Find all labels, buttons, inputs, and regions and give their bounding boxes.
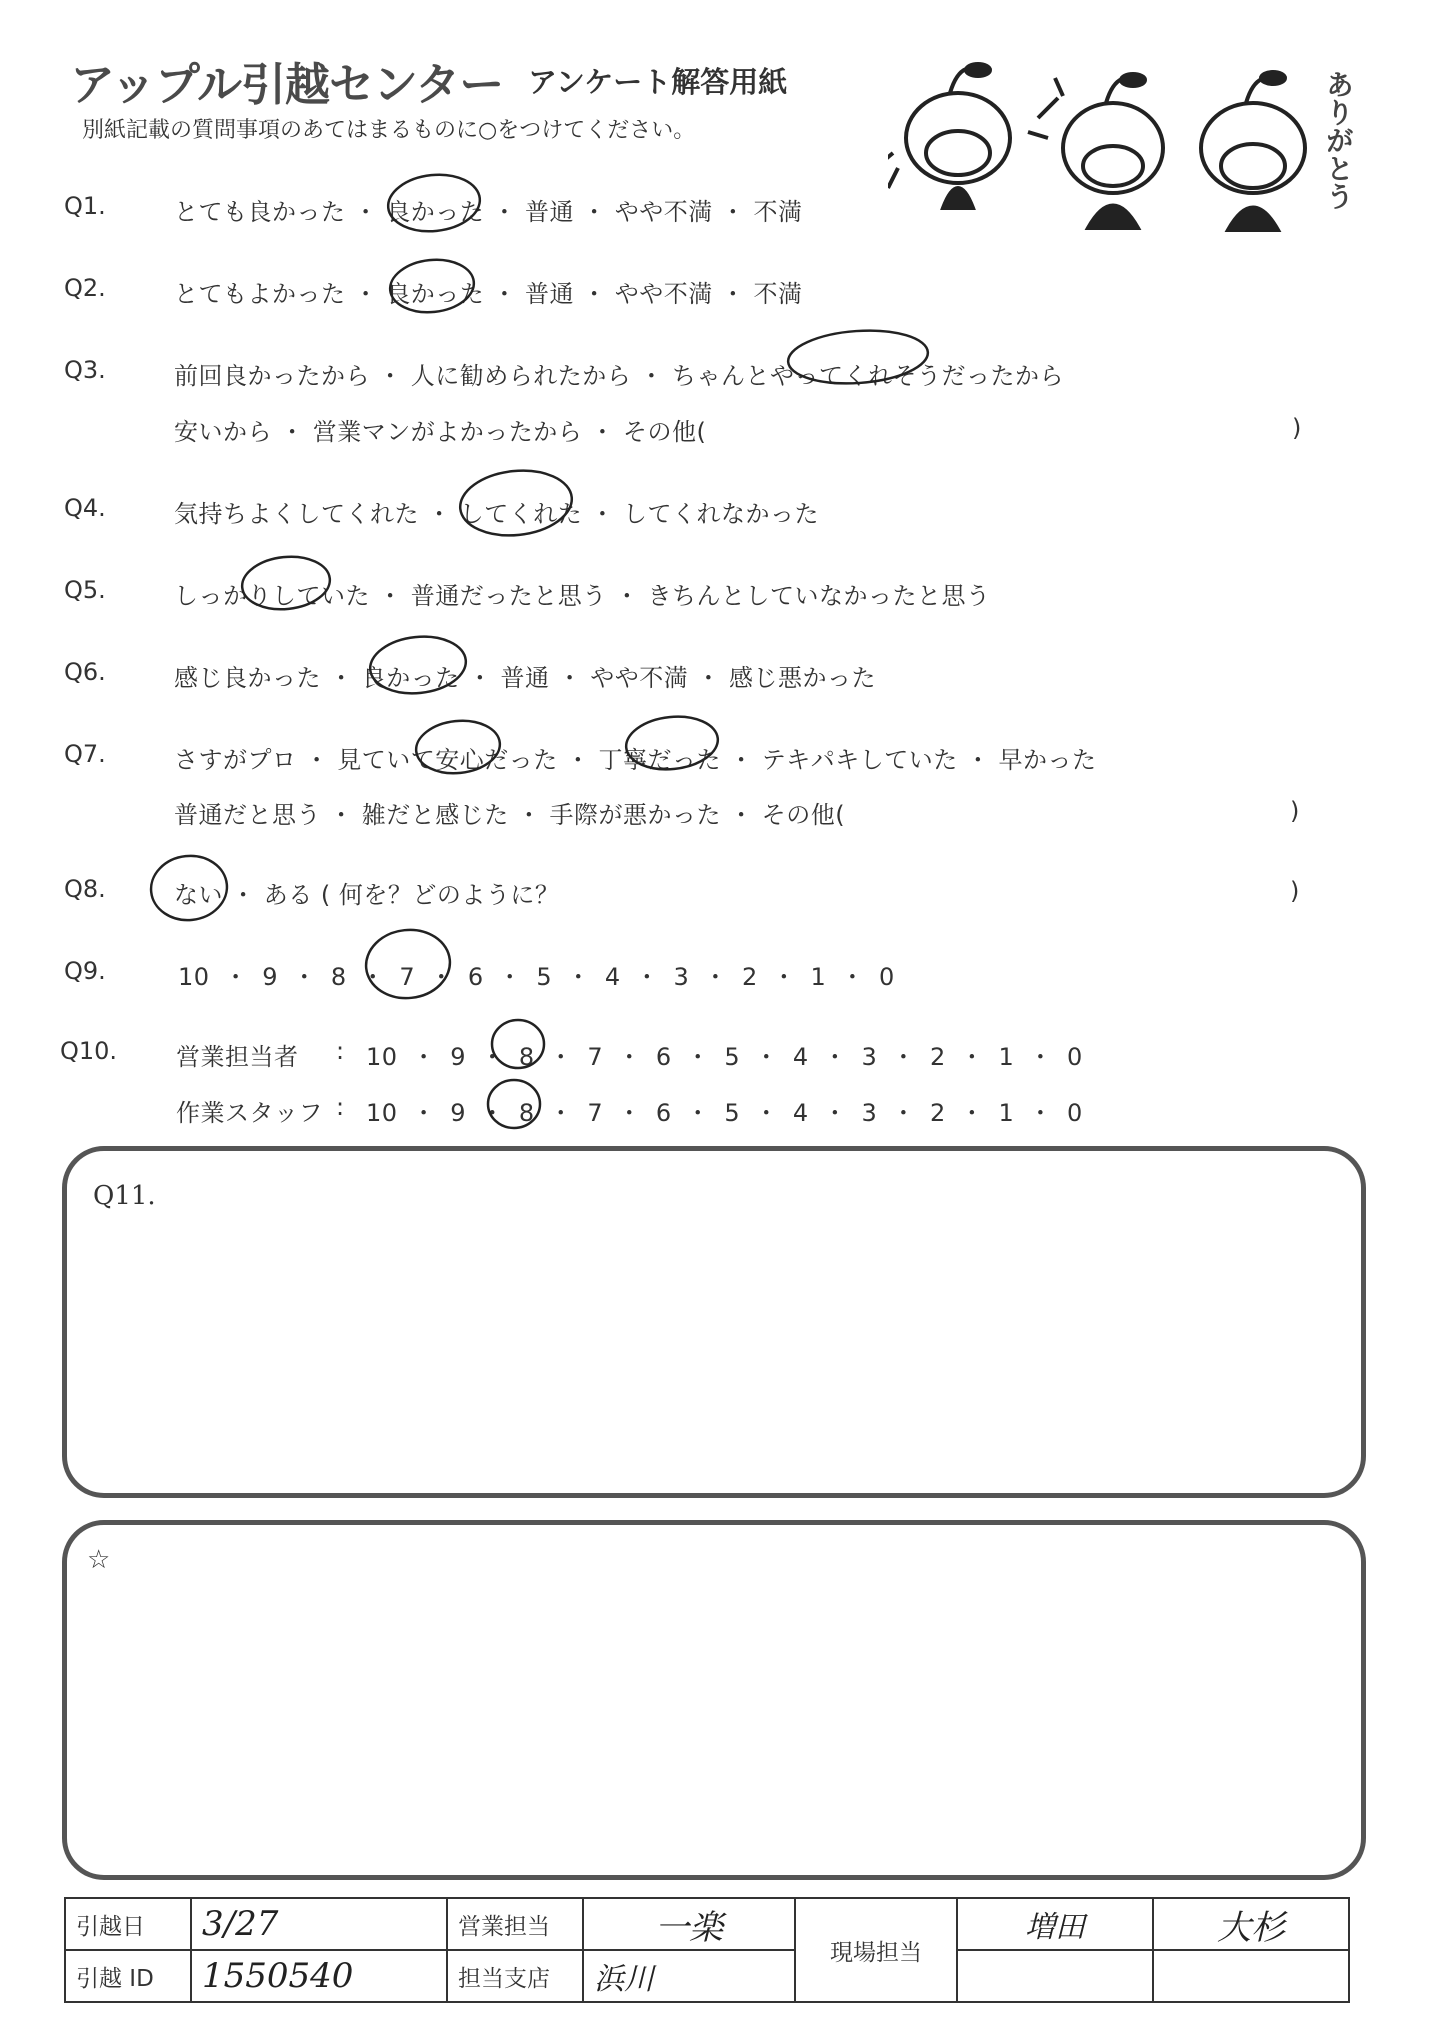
site-label: 現場担当: [795, 1898, 957, 2002]
q8-options: ない ・ ある ( 何を？どのように？: [174, 881, 560, 909]
mascot-illustration: [888, 58, 1358, 238]
q9-scale: 10 ・ 9 ・ 8 ・ 7 ・ 6 ・ 5 ・ 4 ・ 3 ・ 2 ・ 1 ・ 0: [178, 963, 895, 991]
site-staff-empty-1: [957, 1950, 1153, 2002]
company-title: アップル引越センター: [70, 58, 504, 111]
q11-label: Q11.: [93, 1181, 156, 1211]
site-staff-empty-2: [1153, 1950, 1349, 2002]
mascot-caption: ありがとう: [1322, 70, 1355, 210]
star-comment-box[interactable]: [62, 1520, 1366, 1880]
form-title: アンケート解答用紙: [528, 65, 788, 99]
footer-info-table: [64, 1897, 1350, 2003]
q10-staff-label: 作業スタッフ: [176, 1099, 323, 1127]
branch-value: 浜川: [583, 1950, 795, 2002]
sales-value: 一楽: [583, 1898, 795, 1950]
q7-close-paren: ): [1290, 797, 1300, 825]
q5-number: Q5.: [64, 576, 106, 604]
instruction-text: 別紙記載の質問事項のあてはまるものに○をつけてください。: [82, 118, 696, 143]
mascot-middle: [1028, 74, 1163, 228]
mascot-right: [1201, 72, 1305, 230]
sales-label: 営業担当: [447, 1898, 583, 1950]
move-id-label: 引越 ID: [65, 1950, 191, 2002]
move-id-value: 1550540: [191, 1950, 447, 2002]
q10-staff-sep: :: [336, 1093, 345, 1121]
q6-options: 感じ良かった ・ 良かった ・ 普通 ・ やや不満 ・ 感じ悪かった: [174, 664, 877, 692]
q10-sales-label: 営業担当者: [176, 1043, 299, 1071]
branch-label: 担当支店: [447, 1950, 583, 2002]
q2-number: Q2.: [64, 274, 106, 302]
q3-options-line1: 前回良かったから ・ 人に勧められたから ・ ちゃんとやってくれそうだったから: [174, 362, 1065, 390]
q7-number: Q7.: [64, 740, 106, 768]
q4-number: Q4.: [64, 494, 106, 522]
q7-options-line2: 普通だと思う ・ 雑だと感じた ・ 手際が悪かった ・ その他(: [174, 801, 846, 829]
mascot-left: [888, 64, 1010, 208]
q7-options-line1: さすがプロ ・ 見ていて安心だった ・ 丁寧だった ・ テキパキしていた ・ 早かった: [174, 746, 1097, 774]
q1-number: Q1.: [64, 192, 106, 220]
q5-options: しっかりしていた ・ 普通だったと思う ・ きちんとしていなかったと思う: [174, 582, 991, 610]
q3-options-line2: 安いから ・ 営業マンがよかったから ・ その他(: [174, 418, 707, 446]
q8-close-paren: ): [1290, 877, 1300, 905]
q8-number: Q8.: [64, 875, 106, 903]
q9-number: Q9.: [64, 957, 106, 985]
q1-options: とても良かった ・ 良かった ・ 普通 ・ やや不満 ・ 不満: [174, 198, 803, 226]
q2-options: とてもよかった ・ 良かった ・ 普通 ・ やや不満 ・ 不満: [174, 280, 803, 308]
q3-number: Q3.: [64, 356, 106, 384]
move-date-label: 引越日: [65, 1898, 191, 1950]
q10-sales-sep: :: [336, 1037, 345, 1065]
site-staff-1: 増田: [957, 1898, 1153, 1950]
site-staff-2: 大杉: [1153, 1898, 1349, 1950]
q3-close-paren: ): [1292, 414, 1302, 442]
q6-number: Q6.: [64, 658, 106, 686]
star-label: ☆: [87, 1545, 111, 1575]
q10-staff-scale: 10 ・ 9 ・ 8 ・ 7 ・ 6 ・ 5 ・ 4 ・ 3 ・ 2 ・ 1 ・ 0: [366, 1099, 1083, 1127]
q4-options: 気持ちよくしてくれた ・ してくれた ・ してくれなかった: [174, 500, 820, 528]
move-date-value: 3/27: [191, 1898, 447, 1950]
q10-sales-scale: 10 ・ 9 ・ 8 ・ 7 ・ 6 ・ 5 ・ 4 ・ 3 ・ 2 ・ 1 ・ 0: [366, 1043, 1083, 1071]
q10-number: Q10.: [60, 1037, 118, 1065]
q11-comment-box[interactable]: [62, 1146, 1366, 1498]
